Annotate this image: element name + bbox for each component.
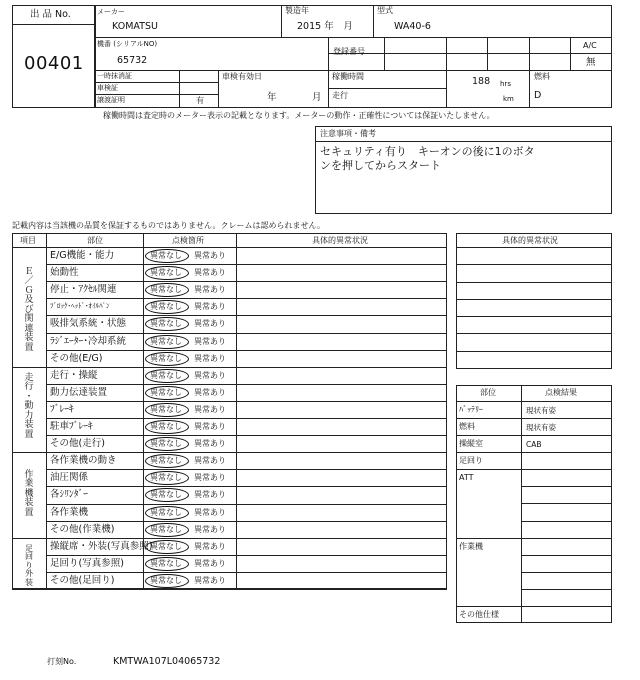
part-label: 足回り(写真参照) [50, 557, 124, 569]
results-line [456, 606, 612, 607]
results-line [456, 418, 612, 419]
right-detail-title: 具体的異常状況 [502, 236, 558, 245]
normal-option: 異常なし [150, 558, 182, 568]
hours-note: 稼働時間は査定時のメーター表示の記載となります。メーターの動作・正確性については保証いたしません。 [103, 111, 495, 120]
ac-value: 無 [586, 57, 596, 68]
normal-option: 異常なし [150, 353, 182, 363]
notes-line-1: セキュリティ有り キーオンの後に1のボタ [320, 145, 535, 158]
travel-unit: km [503, 95, 514, 103]
part-label: 各ｼﾘﾝﾀﾞｰ [50, 489, 89, 501]
part-label: 始動性 [50, 267, 79, 279]
right-detail-box [456, 233, 612, 369]
travel-label: 走行 [332, 91, 348, 100]
normal-option: 異常なし [150, 387, 182, 397]
notes-title: 注意事項・備考 [320, 129, 376, 138]
abnormal-option: 異常あり [194, 575, 226, 585]
normal-option: 異常なし [150, 490, 182, 500]
abnormal-option: 異常あり [194, 285, 226, 295]
maker-label: メーカー [97, 8, 125, 16]
results-line [456, 452, 612, 453]
lot-divider [12, 24, 96, 25]
normal-option: 異常なし [150, 302, 182, 312]
results-line [456, 469, 612, 470]
part-label: 油圧関係 [50, 472, 89, 484]
results-part: ATT [459, 473, 474, 483]
col-part-header: 部位 [87, 236, 103, 245]
col-item-header: 項目 [20, 236, 36, 245]
detail-line [456, 333, 612, 334]
normal-option: 異常なし [150, 524, 182, 534]
stamp-value: KMTWA107L04065732 [113, 656, 221, 667]
fuel-value: D [534, 90, 542, 101]
fuel-label: 燃料 [534, 72, 550, 81]
normal-option: 異常なし [150, 319, 182, 329]
group-label-engine: Ｅ ／ Ｇ 及 び 関 連 装 置 [24, 267, 34, 353]
table-row [46, 435, 447, 452]
part-label: その他(作業機) [50, 523, 115, 535]
year-label: 製造年 [285, 6, 309, 15]
results-line [456, 435, 612, 436]
detail-line [456, 299, 612, 300]
inspection-label: 車検有効日 [222, 72, 262, 81]
part-label: 各作業機 [50, 506, 89, 518]
results-line [521, 486, 612, 487]
temp-permit-label: 一時抹消証 [97, 72, 132, 80]
col-check-header: 点検箇所 [172, 236, 204, 245]
disclaimer: 記載内容は当該機の品質を保証するものではありません。クレームは認められません。 [12, 221, 325, 230]
abnormal-option: 異常あり [194, 456, 226, 466]
detail-line [456, 316, 612, 317]
notes-line-2: ンを押してからスタート [320, 159, 441, 172]
abnormal-option: 異常あり [194, 507, 226, 517]
abnormal-option: 異常あり [194, 558, 226, 568]
model-label: 型式 [377, 6, 393, 15]
abnormal-option: 異常あり [194, 473, 226, 483]
results-part: 作業機 [459, 541, 483, 551]
part-label: 操縦席・外装(写真参照) [50, 540, 153, 552]
abnormal-option: 異常あり [194, 524, 226, 534]
normal-option: 異常なし [150, 404, 182, 414]
abnormal-option: 異常あり [194, 251, 226, 260]
results-part: 操縦室 [459, 439, 483, 449]
detail-line [456, 264, 612, 265]
part-label: その他(足回り) [50, 574, 115, 586]
normal-option: 異常なし [150, 456, 182, 466]
table-row [46, 486, 447, 503]
reg-label: 登録番号 [333, 47, 365, 56]
hours-unit: hrs [500, 80, 511, 88]
table-row [46, 504, 447, 521]
results-line [521, 521, 612, 522]
abnormal-option: 異常あり [194, 336, 226, 346]
maker-value: KOMATSU [112, 21, 158, 32]
normal-option: 異常なし [150, 439, 182, 449]
vehicle-cert-label: 車検証 [97, 84, 118, 92]
part-label: 停止・ｱｸｾﾙ関連 [50, 284, 117, 296]
detail-line [456, 282, 612, 283]
normal-option: 異常なし [150, 422, 182, 431]
part-label: その他(E/G) [50, 352, 103, 364]
table-row [46, 418, 447, 435]
results-part: 足回り [459, 456, 483, 466]
normal-option: 異常なし [150, 268, 182, 278]
normal-option: 異常なし [150, 575, 182, 585]
serial-label: 機番 (シリアルNO) [97, 40, 158, 48]
transfer-cert-value: 有 [196, 96, 204, 105]
part-label: ﾗｼﾞｴｰﾀｰ･冷却系統 [50, 335, 127, 347]
model-value: WA40-6 [394, 21, 431, 32]
abnormal-option: 異常あり [194, 319, 226, 329]
table-row [46, 264, 447, 281]
abnormal-option: 異常あり [194, 387, 226, 397]
abnormal-option: 異常あり [194, 490, 226, 500]
part-label: 駐車ﾌﾞﾚｰｷ [50, 421, 93, 432]
normal-option: 異常なし [150, 473, 182, 483]
results-part: 燃料 [459, 422, 475, 432]
abnormal-option: 異常あり [194, 353, 226, 363]
normal-option: 異常なし [150, 541, 182, 551]
abnormal-option: 異常あり [194, 268, 226, 278]
detail-line [456, 351, 612, 352]
results-header-line [456, 401, 612, 402]
normal-option: 異常なし [150, 251, 182, 260]
results-part: ﾊﾞｯﾃﾘｰ [459, 405, 483, 414]
results-value: 現状有姿 [526, 423, 556, 433]
abnormal-option: 異常あり [194, 541, 226, 551]
results-col-result: 点検結果 [545, 388, 577, 397]
group-label-drive: 走 行 ・ 動 力 装 置 [24, 373, 34, 440]
part-label: ﾌﾞﾚｰｷ [50, 403, 74, 415]
normal-option: 異常なし [150, 507, 182, 517]
results-part: その他仕様 [459, 609, 499, 619]
abnormal-option: 異常あり [194, 439, 226, 449]
results-value: CAB [526, 440, 542, 450]
abnormal-option: 異常あり [194, 404, 226, 414]
part-label: 走行・操縦 [50, 369, 98, 381]
serial-value: 65732 [117, 55, 148, 66]
row-divider [12, 589, 447, 590]
abnormal-option: 異常あり [194, 370, 226, 380]
table-row [46, 350, 447, 367]
results-line [521, 555, 612, 556]
table-row [46, 469, 447, 486]
part-label: ﾌﾞﾛｯｸ･ﾍｯﾄﾞ･ｵｲﾙﾊﾟﾝ [50, 302, 110, 311]
ac-label: A/C [583, 41, 597, 50]
hours-value: 188 [472, 76, 491, 87]
results-line [521, 503, 612, 504]
results-line [521, 589, 612, 590]
stamp-label: 打刻No. [47, 657, 77, 666]
year-value: 2015 年 月 [297, 21, 353, 32]
results-value: 現状有姿 [526, 406, 556, 415]
results-col-part: 部位 [480, 388, 496, 397]
results-line [456, 538, 612, 539]
table-row [46, 401, 447, 418]
part-label: 吸排気系統・状態 [50, 318, 127, 330]
abnormal-option: 異常あり [194, 422, 226, 431]
part-label: その他(走行) [50, 438, 105, 450]
abnormal-option: 異常あり [194, 302, 226, 312]
hours-label: 稼働時間 [332, 72, 364, 81]
normal-option: 異常なし [150, 370, 182, 380]
table-row [46, 367, 447, 384]
part-label: E/G機能・能力 [50, 250, 115, 261]
results-line [521, 572, 612, 573]
inspection-month: 月 [312, 92, 322, 103]
part-label: 各作業機の動き [50, 455, 117, 467]
lot-label: 出 品 No. [30, 9, 71, 20]
group-label-work: 作 業 機 装 置 [24, 470, 34, 518]
part-label: 動力伝達装置 [50, 386, 108, 398]
normal-option: 異常なし [150, 336, 182, 346]
transfer-cert-label: 譲渡証明 [97, 96, 125, 104]
group-label-undercarriage: 足 回 り 外 装 [25, 544, 33, 587]
lot-number: 00401 [24, 53, 84, 74]
col-detail-header: 具体的異常状況 [312, 236, 368, 245]
inspection-year: 年 [267, 92, 277, 103]
normal-option: 異常なし [150, 285, 182, 295]
